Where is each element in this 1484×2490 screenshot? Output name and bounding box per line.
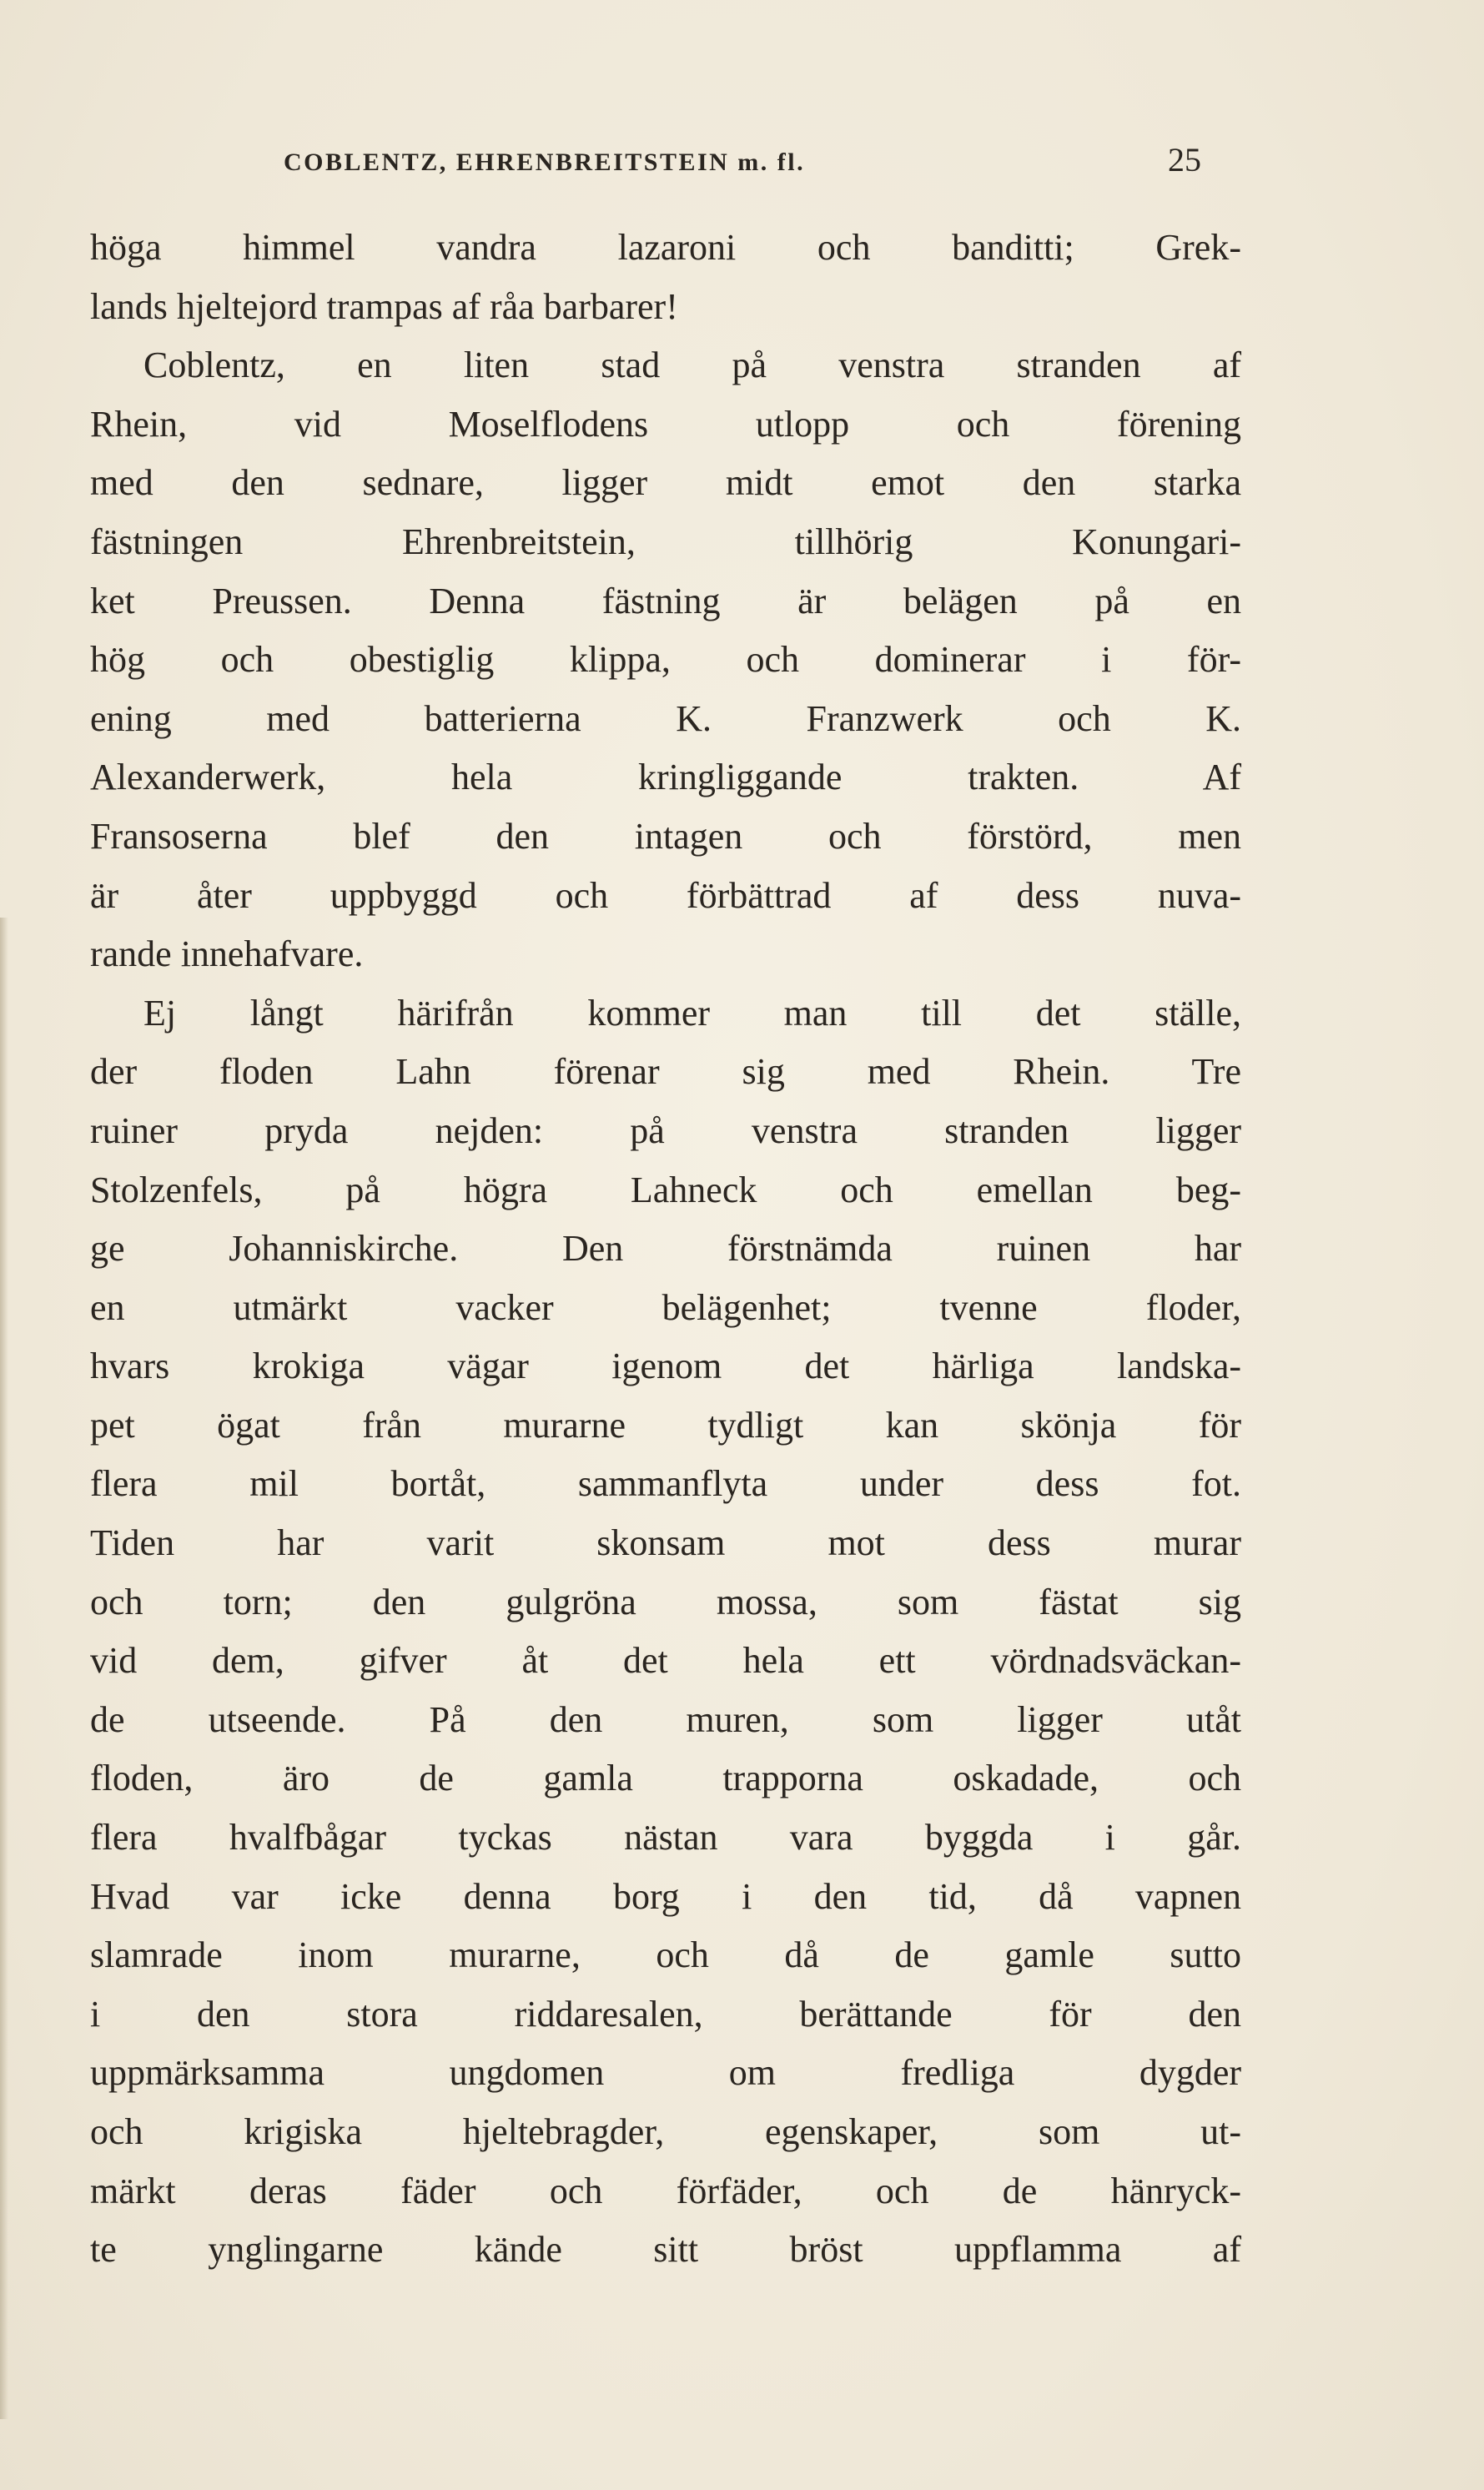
text-line: ge Johanniskirche. Den förstnämda ruinen har bbox=[90, 1228, 1241, 1270]
text-line: med den sednare, ligger midt emot den starka bbox=[90, 462, 1241, 504]
text-line: ruiner pryda nejden: på venstra stranden ligger bbox=[90, 1109, 1241, 1151]
text-line: hvars krokiga vägar igenom det härliga landska- bbox=[90, 1346, 1241, 1387]
binding-shadow bbox=[0, 918, 8, 2419]
text-line: och torn; den gulgröna mossa, som fästat sig bbox=[90, 1581, 1241, 1622]
text-line: och krigiska hjeltebragder, egenskaper, som ut- bbox=[90, 2111, 1241, 2152]
text-line: lands hjeltejord trampas af råa barbarer! bbox=[90, 285, 678, 327]
text-line: der floden Lahn förenar sig med Rhein. Tre bbox=[90, 1051, 1241, 1093]
text-line: de utseende. På den muren, som ligger utåt bbox=[90, 1698, 1241, 1740]
text-line: är åter uppbyggd och förbättrad af dess nuva- bbox=[90, 874, 1241, 916]
text-line: i den stora riddaresalen, berättande för den bbox=[90, 1993, 1241, 2035]
running-head: COBLENTZ, EHRENBREITSTEIN m. fl. bbox=[284, 148, 806, 176]
text-line: Rhein, vid Moselflodens utlopp och förening bbox=[90, 403, 1241, 445]
text-line: pet ögat från murarne tydligt kan skönja för bbox=[90, 1404, 1241, 1446]
text-line: Alexanderwerk, hela kringliggande trakten. Af bbox=[90, 757, 1241, 798]
body-text bbox=[90, 219, 1241, 2280]
text-line: Coblentz, en liten stad på venstra stranden af bbox=[143, 345, 1241, 386]
text-line: Tiden har varit skonsam mot dess murar bbox=[90, 1522, 1241, 1564]
text-line: Stolzenfels, på högra Lahneck och emellan beg- bbox=[90, 1169, 1241, 1210]
text-line: Hvad var icke denna borg i den tid, då vapnen bbox=[90, 1875, 1241, 1917]
text-line: märkt deras fäder och förfäder, och de hänryck- bbox=[90, 2170, 1241, 2211]
text-line: Fransoserna blef den intagen och förstörd, men bbox=[90, 815, 1241, 857]
text-line: vid dem, gifver åt det hela ett vördnadsväckan- bbox=[90, 1640, 1241, 1682]
text-line: ening med batterierna K. Franzwerk och K. bbox=[90, 697, 1241, 739]
text-line: rande innehafvare. bbox=[90, 933, 364, 975]
text-line: hög och obestiglig klippa, och dominerar i för- bbox=[90, 639, 1241, 681]
text-line: flera hvalfbågar tyckas nästan vara byggda i går. bbox=[90, 1817, 1241, 1859]
text-line: slamrade inom murarne, och då de gamle sutto bbox=[90, 1934, 1241, 1976]
text-line: fästningen Ehrenbreitstein, tillhörig Konungari- bbox=[90, 521, 1241, 562]
page-number: 25 bbox=[1168, 141, 1201, 179]
text-line: en utmärkt vacker belägenhet; tvenne floder, bbox=[90, 1286, 1241, 1328]
text-line: flera mil bortåt, sammanflyta under dess fot. bbox=[90, 1463, 1241, 1505]
text-line: Ej långt härifrån kommer man till det ställe, bbox=[143, 992, 1241, 1034]
text-line: uppmärksamma ungdomen om fredliga dygder bbox=[90, 2052, 1241, 2094]
text-line: ket Preussen. Denna fästning är belägen på en bbox=[90, 580, 1241, 621]
page-header bbox=[284, 140, 1201, 190]
text-line: floden, äro de gamla trapporna oskadade, och bbox=[90, 1758, 1241, 1799]
text-line: höga himmel vandra lazaroni och banditti; Grek- bbox=[90, 227, 1241, 268]
text-line: te ynglingarne kände sitt bröst uppflamma af bbox=[90, 2229, 1241, 2271]
